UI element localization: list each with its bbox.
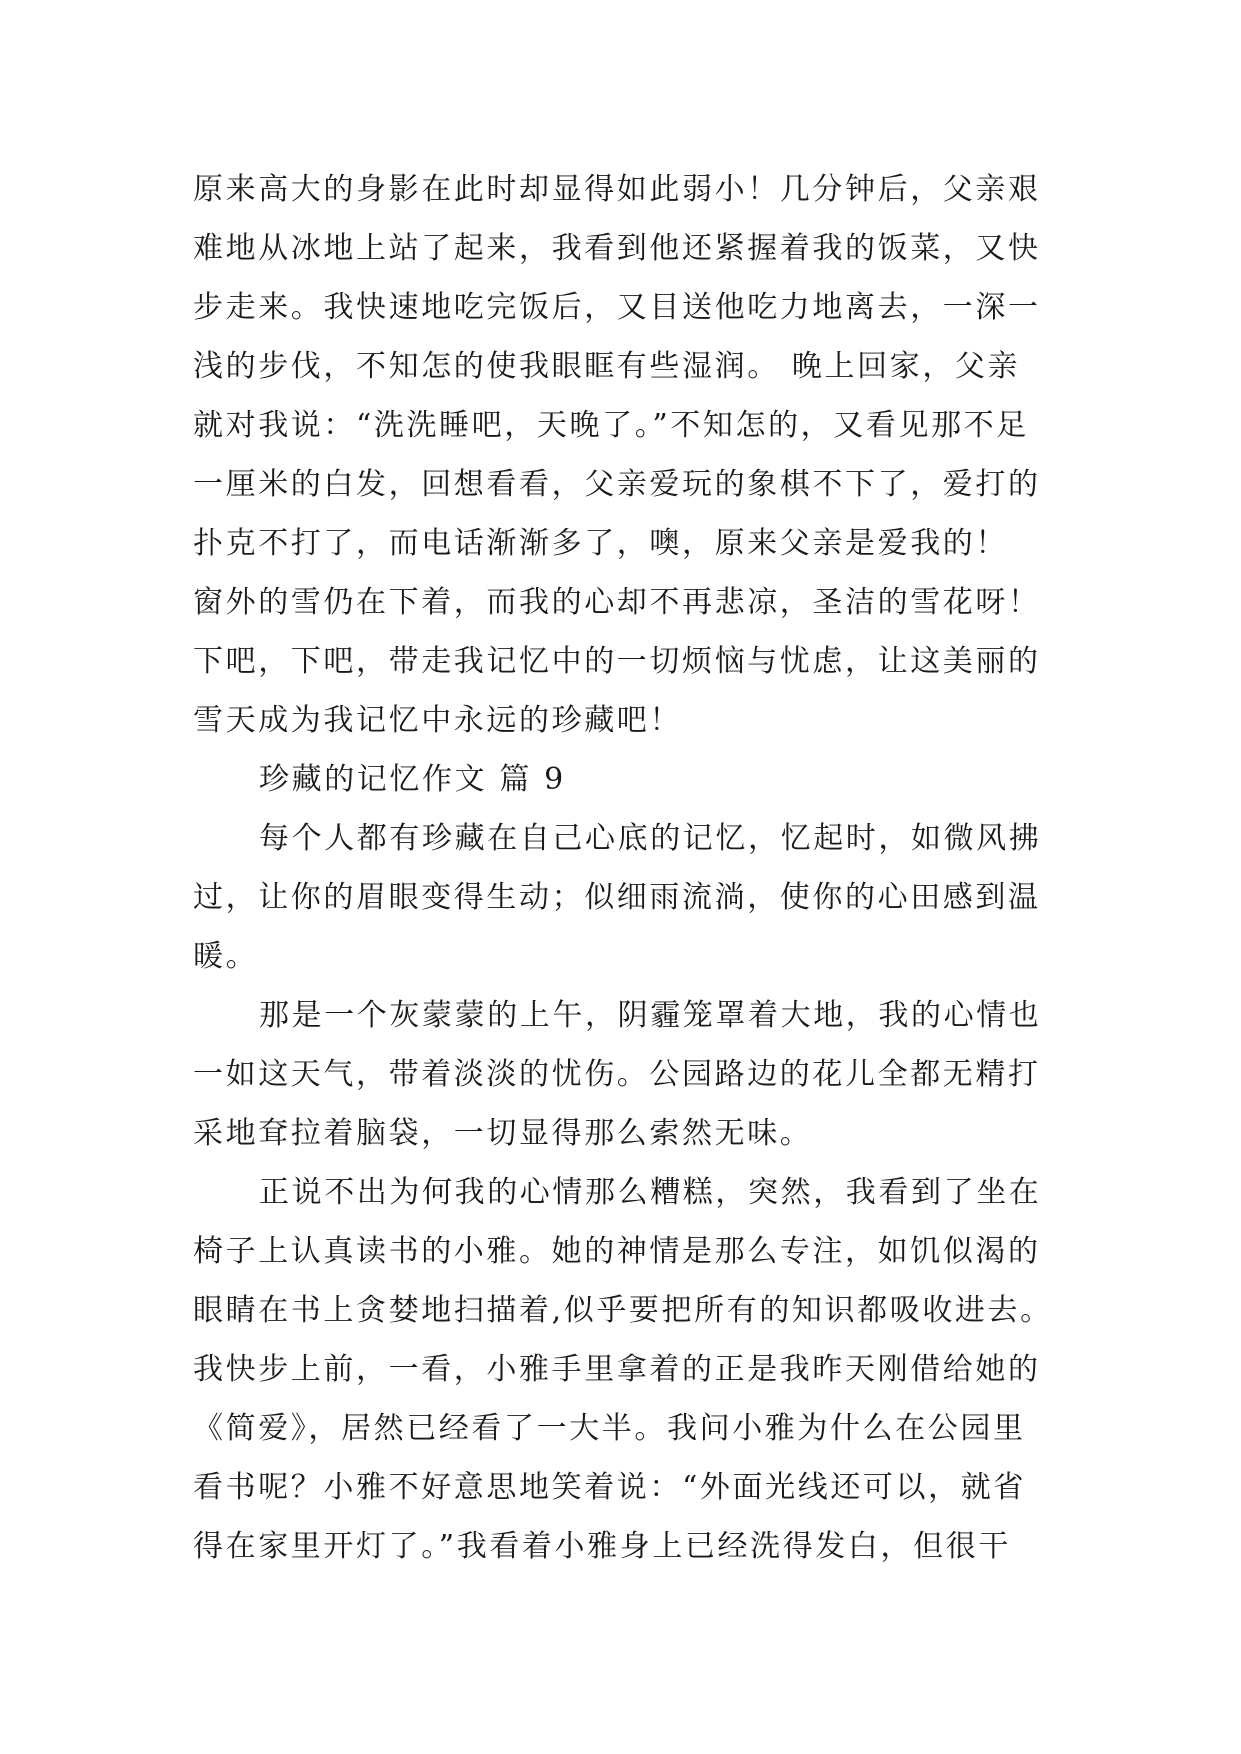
text-line: 得在家里开灯了。”我看着小雅身上已经洗得发白，但很干: [193, 1529, 1011, 1564]
text-line: 步走来。我快速地吃完饭后，又目送他吃力地离去，一深一: [193, 290, 1041, 325]
text-line: 一厘米的白发，回想看看，父亲爱玩的象棋不下了，爱打的: [193, 467, 1041, 502]
text-line: 椅子上认真读书的小雅。她的神情是那么专注，如饥似渴的: [193, 1234, 1041, 1269]
text-line: 每个人都有珍藏在自己心底的记忆，忆起时，如微风拂: [259, 821, 1042, 856]
text-line: 那是一个灰蒙蒙的上午，阴霾笼罩着大地，我的心情也: [259, 998, 1042, 1033]
text-line: 下吧，下吧，带走我记忆中的一切烦恼与忧虑，让这美丽的: [193, 644, 1041, 679]
text-line: 暖。: [193, 939, 259, 974]
text-line: 难地从冰地上站了起来，我看到他还紧握着我的饭菜，又快: [193, 231, 1041, 266]
text-line: 珍藏的记忆作文 篇 9: [259, 762, 566, 797]
text-line: 看书呢？小雅不好意思地笑着说：“外面光线还可以，就省: [193, 1470, 1026, 1505]
text-line: 窗外的雪仍在下着，而我的心却不再悲凉，圣洁的雪花呀！: [193, 585, 1041, 620]
text-line: 《简爱》，居然已经看了一大半。我问小雅为什么在公园里: [193, 1411, 1026, 1446]
text-line: 采地耷拉着脑袋，一切显得那么索然无味。: [193, 1116, 813, 1151]
text-line: 浅的步伐，不知怎的使我眼眶有些湿润。 晚上回家，父亲: [193, 349, 1021, 384]
text-line: 眼睛在书上贪婪地扫描着,似乎要把所有的知识都吸收进去。: [193, 1293, 1053, 1328]
text-line: 过，让你的眉眼变得生动；似细雨流淌，使你的心田感到温: [193, 880, 1041, 915]
article-body: [193, 160, 1073, 1576]
text-line: 扑克不打了，而电话渐渐多了，噢，原来父亲是爱我的！: [193, 526, 1008, 561]
text-line: 就对我说：“洗洗睡吧，天晚了。”不知怎的，又看见那不足: [193, 408, 1029, 443]
text-line: 正说不出为何我的心情那么糟糕，突然，我看到了坐在: [259, 1175, 1042, 1210]
text-line: 我快步上前，一看，小雅手里拿着的正是我昨天刚借给她的: [193, 1352, 1041, 1387]
text-line: 原来高大的身影在此时却显得如此弱小！几分钟后，父亲艰: [193, 172, 1041, 207]
text-line: 雪天成为我记忆中永远的珍藏吧！: [193, 703, 682, 738]
text-line: 一如这天气，带着淡淡的忧伤。公园路边的花儿全都无精打: [193, 1057, 1041, 1092]
